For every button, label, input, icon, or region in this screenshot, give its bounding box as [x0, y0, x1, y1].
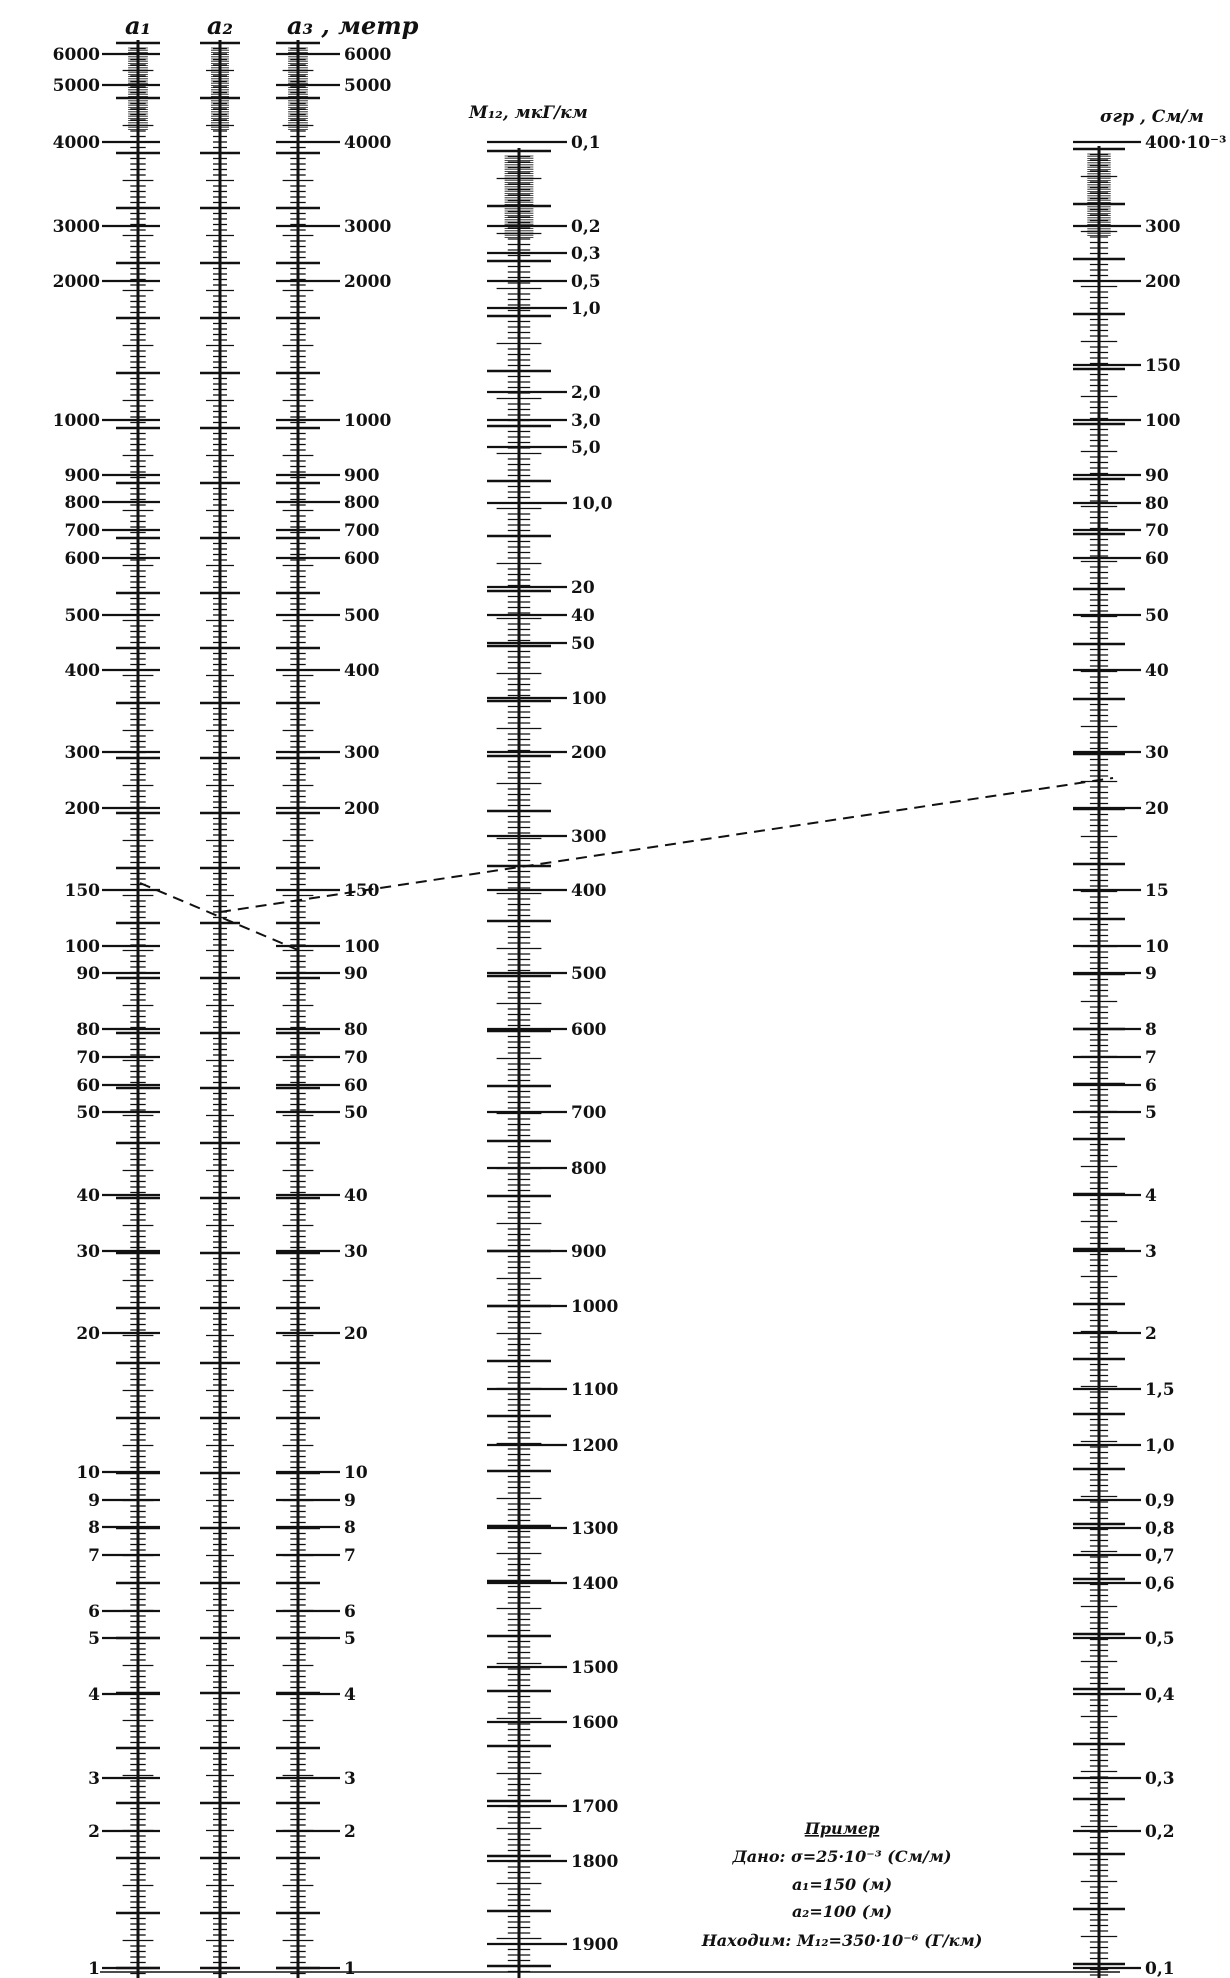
scale-m12-label: 0,5: [571, 272, 601, 292]
scale-m12-label: 200: [571, 743, 607, 763]
scale-a2: [200, 40, 240, 1978]
scale-m12-label: 0,1: [571, 133, 601, 153]
scale-a1-label: 900: [64, 466, 100, 486]
scale-m12-label: 0,2: [571, 217, 601, 237]
scale-a1-label: 100: [64, 937, 100, 957]
scale-a3-label: 40: [344, 1186, 368, 1206]
scale-sigma-label: 0,8: [1145, 1519, 1175, 1539]
scale-a3-label: 3: [344, 1769, 356, 1789]
scale-a1-label: 1000: [52, 411, 100, 431]
scale-a1-label: 6: [88, 1602, 100, 1622]
scale-a3-label: 5: [344, 1629, 356, 1649]
scale-a3-label: 200: [344, 799, 380, 819]
scale-sigma-label: 0,3: [1145, 1769, 1175, 1789]
example-a1: a₁=150 (м): [791, 1875, 893, 1894]
scale-a1-label: 700: [64, 521, 100, 541]
example-result: Находим: M₁₂=350·10⁻⁶ (Г/км): [701, 1931, 983, 1950]
scale-a3-label: 2: [344, 1822, 356, 1842]
scale-sigma-label: 30: [1145, 743, 1169, 763]
scale-sigma-label: 0,4: [1145, 1685, 1175, 1705]
scale-a3-label: 400: [344, 661, 380, 681]
scale-a3-label: 3000: [344, 217, 392, 237]
scale-sigma-label: 15: [1145, 881, 1169, 901]
scale-m12-label: 20: [571, 578, 595, 598]
scale-a1-label: 20: [76, 1324, 100, 1344]
scale-a1-label: 9: [88, 1491, 100, 1511]
header-m12: M₁₂, мкГ/км: [469, 103, 588, 123]
example-box: [701, 1819, 983, 1950]
scale-m12-label: 500: [571, 964, 607, 984]
scale-a1-label: 60: [76, 1076, 100, 1096]
scale-a1-label: 10: [76, 1463, 100, 1483]
scale-m12: [487, 148, 551, 1978]
scale-a1-label: 40: [76, 1186, 100, 1206]
scale-sigma-label: 400·10⁻³: [1145, 133, 1227, 153]
scale-a3-label: 9: [344, 1491, 356, 1511]
scale-a3-label: 7: [344, 1546, 356, 1566]
scale-m12-label: 1500: [571, 1658, 619, 1678]
scale-sigma-label: 6: [1145, 1076, 1157, 1096]
scale-a3-label: 2000: [344, 272, 392, 292]
scale-sigma-label: 150: [1145, 356, 1181, 376]
scale-m12-label: 3,0: [571, 411, 601, 431]
scale-m12-label: 1600: [571, 1713, 619, 1733]
scale-a3-label: 150: [344, 881, 380, 901]
scale-sigma-label: 70: [1145, 521, 1169, 541]
scale-m12-label: 1400: [571, 1574, 619, 1594]
scale-m12-label: 1900: [571, 1935, 619, 1955]
scale-a1-label: 600: [64, 549, 100, 569]
scale-m12-label: 1300: [571, 1519, 619, 1539]
scale-m12-label: 5,0: [571, 438, 601, 458]
scale-m12-label: 800: [571, 1159, 607, 1179]
scale-a3-label: 1000: [344, 411, 392, 431]
example-title: Пример: [804, 1819, 880, 1838]
scale-a1-label: 4: [88, 1685, 100, 1705]
scale-sigma-label: 50: [1145, 606, 1169, 626]
scale-a3-label: 1: [344, 1959, 356, 1978]
scale-a3-label: 800: [344, 493, 380, 513]
scale-a1-label: 1: [88, 1959, 100, 1978]
scale-a3-label: 50: [344, 1103, 368, 1123]
scale-a1-label: 500: [64, 606, 100, 626]
scale-sigma-label: 0,5: [1145, 1629, 1175, 1649]
scale-sigma-label: 0,6: [1145, 1574, 1175, 1594]
scale-sigma-label: 0,2: [1145, 1822, 1175, 1842]
scale-sigma-label: 100: [1145, 411, 1181, 431]
scale-a3-label: 4000: [344, 133, 392, 153]
scale-a1-label: 7: [88, 1546, 100, 1566]
scale-m12-label: 900: [571, 1242, 607, 1262]
scale-sigma-label: 3: [1145, 1242, 1157, 1262]
scale-sigma-label: 1,5: [1145, 1380, 1175, 1400]
scale-sigma-label: 0,7: [1145, 1546, 1175, 1566]
scale-a1-label: 3000: [52, 217, 100, 237]
scale-a3-label: 5000: [344, 76, 392, 96]
scale-m12-label: 10,0: [571, 494, 613, 514]
header-a2: a₂: [206, 11, 234, 40]
scale-sigma-label: 0,9: [1145, 1491, 1175, 1511]
scale-m12-label: 40: [571, 606, 595, 626]
scale-a3-label: 8: [344, 1518, 356, 1538]
scale-a3-label: 60: [344, 1076, 368, 1096]
scale-sigma-label: 4: [1145, 1186, 1157, 1206]
scale-a1-label: 400: [64, 661, 100, 681]
scale-sigma-label: 10: [1145, 937, 1169, 957]
scale-a1-label: 30: [76, 1242, 100, 1262]
scale-m12-label: 1000: [571, 1297, 619, 1317]
scale-a1-label: 8: [88, 1518, 100, 1538]
scale-a3-label: 10: [344, 1463, 368, 1483]
scale-a3: [276, 40, 320, 1978]
scale-sigma-label: 2: [1145, 1324, 1157, 1344]
scale-a1-label: 2000: [52, 272, 100, 292]
scale-m12-label: 700: [571, 1103, 607, 1123]
scale-m12-label: 1800: [571, 1852, 619, 1872]
scale-a1-label: 5: [88, 1629, 100, 1649]
scale-sigma-label: 0,1: [1145, 1959, 1175, 1978]
header-a1: a₁: [124, 11, 152, 40]
scale-a1-label: 6000: [52, 45, 100, 65]
scale-sigma-label: 200: [1145, 272, 1181, 292]
scale-a1-label: 2: [88, 1822, 100, 1842]
axes-layer: [100, 40, 1125, 1978]
scale-a1-label: 200: [64, 799, 100, 819]
scale-sigma-label: 8: [1145, 1020, 1157, 1040]
scale-sigma-label: 20: [1145, 799, 1169, 819]
scale-a3-label: 20: [344, 1324, 368, 1344]
scale-sigma-label: 60: [1145, 549, 1169, 569]
scale-a1-label: 150: [64, 881, 100, 901]
scale-a1-label: 90: [76, 964, 100, 984]
scale-m12-label: 1200: [571, 1436, 619, 1456]
scale-a3-label: 4: [344, 1685, 356, 1705]
scale-sigma-label: 1,0: [1145, 1436, 1175, 1456]
scale-m12-label: 0,3: [571, 244, 601, 264]
scale-sigma-label: 40: [1145, 661, 1169, 681]
scale-a3-label: 900: [344, 466, 380, 486]
example-given: Дано: σ=25·10⁻³ (См/м): [732, 1847, 952, 1866]
scale-m12-label: 1100: [571, 1380, 619, 1400]
scale-a3-label: 70: [344, 1048, 368, 1068]
scale-m12-label: 300: [571, 827, 607, 847]
scale-a1-label: 3: [88, 1769, 100, 1789]
scale-m12-label: 50: [571, 634, 595, 654]
scale-sigma-label: 300: [1145, 217, 1181, 237]
scale-a3-label: 700: [344, 521, 380, 541]
scale-a1-label: 80: [76, 1020, 100, 1040]
scale-a1-label: 300: [64, 743, 100, 763]
scale-a1-label: 800: [64, 493, 100, 513]
scale-a3-label: 300: [344, 743, 380, 763]
scale-a3-label: 6: [344, 1602, 356, 1622]
scale-m12-label: 100: [571, 689, 607, 709]
scale-sigma-label: 7: [1145, 1048, 1157, 1068]
scale-a3-label: 30: [344, 1242, 368, 1262]
scale-a3-label: 6000: [344, 45, 392, 65]
scale-a3-label: 500: [344, 606, 380, 626]
header-a3: a₃ , метр: [287, 11, 419, 40]
scale-a3-label: 80: [344, 1020, 368, 1040]
example-a2: a₂=100 (м): [791, 1902, 893, 1921]
scale-a1: [116, 40, 160, 1978]
scale-a3-label: 100: [344, 937, 380, 957]
scale-a3-label: 600: [344, 549, 380, 569]
scale-m12-label: 2,0: [571, 383, 601, 403]
scale-sigma-label: 80: [1145, 494, 1169, 514]
scale-a1-label: 5000: [52, 76, 100, 96]
scale-sigma-label: 5: [1145, 1103, 1157, 1123]
header-sigma: σгр , См/м: [1100, 107, 1204, 127]
scale-m12-label: 1,0: [571, 299, 601, 319]
scale-a1-label: 4000: [52, 133, 100, 153]
scale-sigma-label: 90: [1145, 466, 1169, 486]
scale-sigma-label: 9: [1145, 964, 1157, 984]
labels-layer: [53, 45, 1227, 1978]
scale-a1-label: 70: [76, 1048, 100, 1068]
scale-m12-label: 400: [571, 881, 607, 901]
scale-m12-label: 600: [571, 1020, 607, 1040]
scale-a3-label: 90: [344, 964, 368, 984]
scale-m12-label: 1700: [571, 1797, 619, 1817]
scale-a1-label: 50: [76, 1103, 100, 1123]
